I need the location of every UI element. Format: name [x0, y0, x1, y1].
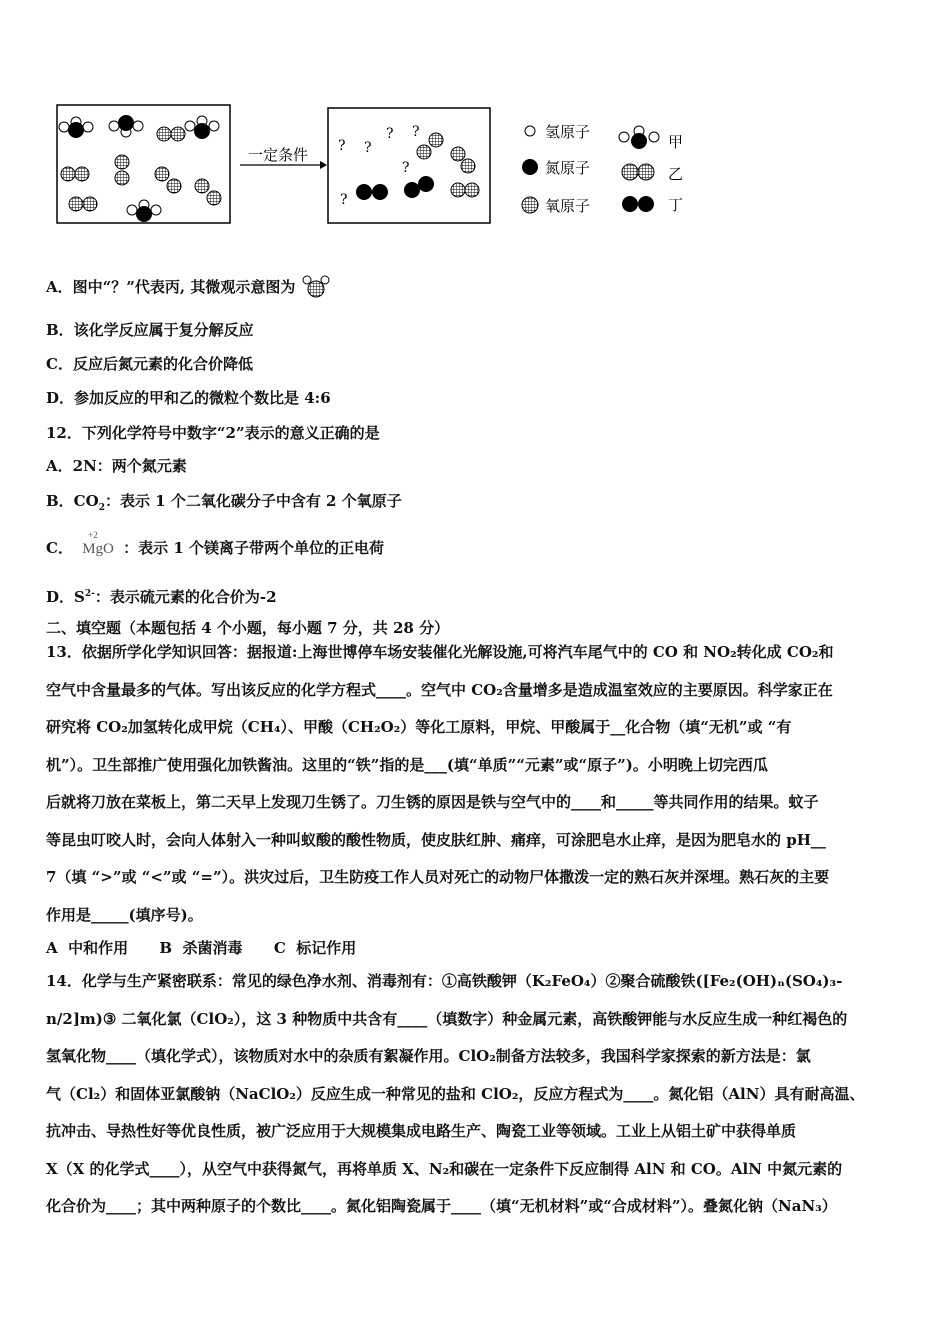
- section-heading: 二、填空题（本题包括 4 个小题，每小题 7 分，共 28 分）: [46, 619, 450, 637]
- legend-oxygen: 氧原子: [545, 197, 591, 215]
- question-mark: ?: [386, 126, 394, 142]
- molecule-yi: [451, 147, 475, 173]
- molecule-yi: [115, 155, 129, 185]
- question-mark: ?: [412, 124, 420, 140]
- molecule-yi: [157, 127, 185, 141]
- legend-yi: 乙: [668, 165, 684, 183]
- condition-label: 一定条件: [248, 146, 309, 164]
- legend-hydrogen: 氢原子: [545, 123, 591, 141]
- molecule-bing-icon: [301, 274, 331, 300]
- reaction-diagram: [0, 90, 950, 240]
- molecule-jia: [127, 200, 161, 222]
- molecule-yi: [69, 197, 97, 211]
- molecule-yi: [195, 179, 221, 205]
- legend-nitrogen: 氮原子: [545, 159, 591, 177]
- molecule-jia: [109, 115, 143, 137]
- q12-option-c: C． +2 MgO ：表示 1 个镁离子带两个单位的正电荷: [46, 538, 384, 559]
- molecule-ding: [404, 176, 434, 198]
- q11-option-b: B．该化学反应属于复分解反应: [46, 321, 254, 339]
- molecule-jia: [59, 117, 93, 138]
- question-mark: ?: [402, 160, 410, 176]
- q11-option-d: D．参加反应的甲和乙的微粒个数比是 4:6: [46, 389, 331, 407]
- legend-jia-molecule: [619, 126, 659, 149]
- oxidation-state: +2: [88, 530, 98, 540]
- q11-option-c: C．反应后氮元素的化合价降低: [46, 355, 253, 373]
- q12-option-d: D．$S^{2-}$：表示硫元素的化合价为-2: [46, 588, 277, 606]
- q13-body: 13．依据所学化学知识回答：据报道:上海世博停车场安装催化光解设施,可将汽车尾气中的 CO 和 NO₂转化成 CO₂和 空气中含量最多的气体。写出该反应的化学方程式____。空气中 CO₂含量增多是造成温室效应的主要原因。科学家正在 研究将 CO₂加氢转化成甲烷（CH₄）、甲酸（CH₂O₂）等化工原料，甲烷、甲酸属于__化合物（填“无机”或 “有 机”）。卫生部推广使用强化加铁酱油。这里的“铁”指的是___(填“单质”“元素”或“原子”)。小明晚上切完西瓜 后就将刀放在菜板上，第二天早上发现刀生锈了。刀生锈的原因是铁与空气中的____和_____等共同作用的结果。蚊子 等昆虫叮咬人时，会向人体射入一种叫蚁酸的酸性物质，使皮肤红肿、痛痒，可涂肥皂水止痒，是因为肥皂水的 pH__ 7（填 “>”或 “<”或 “=”）。洪灾过后，卫生防疫工作人员对死亡的动物尸体撒泼一定的熟石灰并深埋。熟石灰的主要 作用是_____(填序号)。: [46, 643, 834, 924]
- legend-ding-molecule: [622, 196, 654, 212]
- molecule-yi: [451, 183, 479, 197]
- question-mark: ?: [364, 140, 372, 156]
- mgo-formula: MgO: [82, 541, 114, 557]
- q12-option-a: A．2N：两个氮元素: [46, 457, 187, 475]
- q14-body: 14．化学与生产紧密联系：常见的绿色净水剂、消毒剂有：①高铁酸钾（K₂FeO₄）②聚合硫酸铁([Fe₂(OH)ₙ(SO₄)₃- n/2]m)③ 二氧化氯（ClO₂），这 3 种物质中共含有____（填数字）种金属元素，高铁酸钾能与水反应生成一种红褐色的 氢氧化物____（填化学式），该物质对水中的杂质有絮凝作用。ClO₂制备方法较多，我国科学家探索的新方法是：氯 气（Cl₂）和固体亚氯酸钠（NaClO₂）反应生成一种常见的盐和 ClO₂，反应方程式为____。氮化铝（AlN）具有耐高温、 抗冲击、导热性好等优良性质，被广泛应用于大规模集成电路生产、陶瓷工业等领域。工业上从铝土矿中获得单质 X（X 的化学式____），从空气中获得氮气，再将单质 X、N₂和碳在一定条件下反应制得 AlN 和 CO。AlN 中氮元素的 化合价为____；其中两种原子的个数比____。氮化铝陶瓷属于____（填“无机材料”或“合成材料”）。叠氮化钠（NaN₃）: [46, 972, 865, 1215]
- question-mark: ?: [340, 192, 348, 208]
- legend-jia: 甲: [668, 133, 684, 151]
- q11-option-a: A．图中“？”代表丙, 其微观示意图为: [46, 274, 331, 300]
- legend-ding: 丁: [668, 196, 684, 214]
- question-mark: ?: [338, 138, 346, 154]
- molecule-ding: [356, 184, 388, 200]
- q12-option-b: B．$CO_2$：表示 1 个二氧化碳分子中含有 2 个氧原子: [46, 492, 402, 513]
- molecule-jia: [185, 116, 219, 139]
- molecule-yi: [155, 167, 181, 193]
- q13-options: A 中和作用 B 杀菌消毒 C 标记作用: [46, 939, 357, 957]
- legend-yi-molecule: [622, 164, 654, 180]
- molecule-yi: [417, 133, 443, 159]
- molecule-yi: [61, 167, 89, 181]
- q12-stem: 12．下列化学符号中数字“2”表示的意义正确的是: [46, 424, 380, 442]
